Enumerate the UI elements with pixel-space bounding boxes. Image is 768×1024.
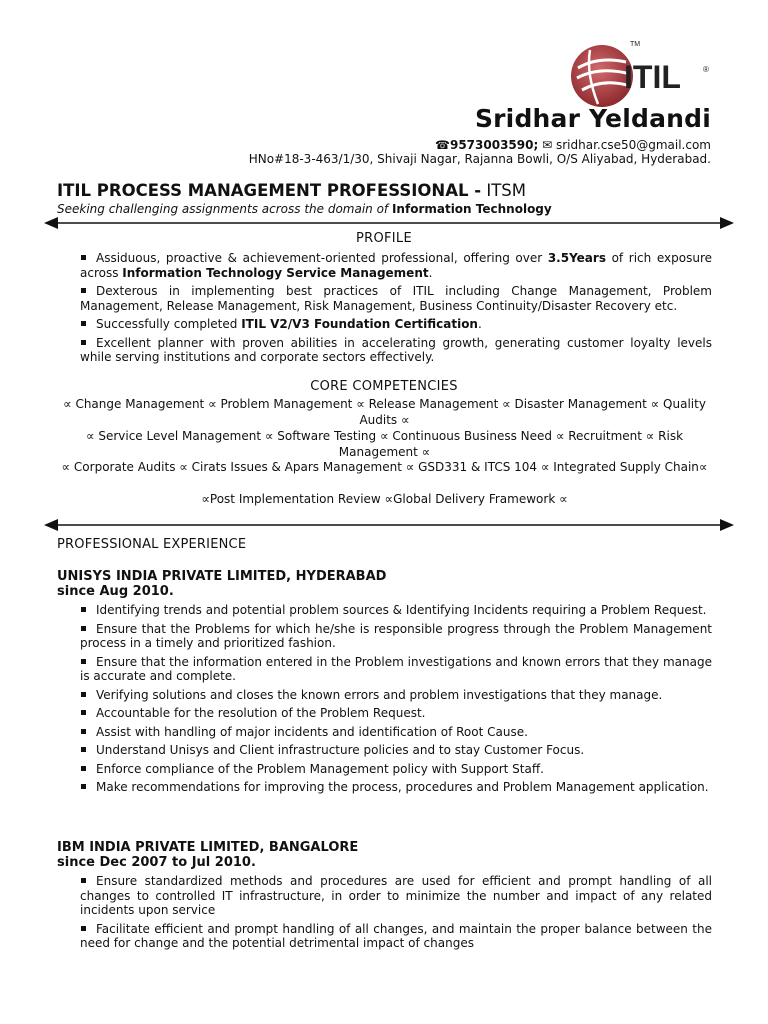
bullet-icon: [81, 607, 86, 612]
bullet-icon: [81, 659, 86, 664]
headline-normal: ITSM: [481, 181, 526, 200]
competencies-line: ∝ Corporate Audits ∝ Cirats Issues & Apars Management ∝ GSD331 & ITCS 104 ∝ Integrated Supply Chain∝: [61, 460, 708, 474]
divider-arrow: [44, 518, 734, 532]
headline: [57, 181, 526, 200]
profile-list: [80, 251, 712, 369]
competencies-heading: CORE COMPETENCIES: [310, 379, 458, 394]
bullet-icon: [81, 692, 86, 697]
competencies-line: ∝ Change Management ∝ Problem Management ∝ Release Management ∝ Disaster Management ∝ Quality Audits ∝: [63, 397, 706, 427]
address: HNo#18-3-463/1/30, Shivaji Nagar, Rajanna Bowli, O/S Aliyabad, Hyderabad.: [248, 152, 711, 166]
itil-logo-icon: [568, 38, 718, 108]
svg-text:ITIL: ITIL: [624, 59, 681, 95]
bullet-icon: [81, 747, 86, 752]
bullet-icon: [81, 288, 86, 293]
company-name: UNISYS INDIA PRIVATE LIMITED, HYDERABAD: [57, 569, 387, 584]
bullet-icon: [81, 255, 86, 260]
list-item: Identifying trends and potential problem sources & Identifying Incidents requiring a Problem Request.: [80, 603, 712, 618]
list-item: Accountable for the resolution of the Problem Request.: [80, 706, 712, 721]
list-item: Successfully completed ITIL V2/V3 Foundation Certification.: [80, 317, 712, 332]
objective: [57, 202, 552, 216]
bullet-icon: [81, 729, 86, 734]
job-period: since Aug 2010.: [57, 584, 174, 599]
objective-bold: Information Technology: [391, 202, 552, 216]
bullet-icon: [81, 321, 86, 326]
headline-bold: ITIL PROCESS MANAGEMENT PROFESSIONAL -: [57, 181, 482, 200]
candidate-name: Sridhar Yeldandi: [474, 104, 711, 133]
phone-number: 9573003590;: [449, 138, 539, 152]
list-item: Make recommendations for improving the process, procedures and Problem Management application.: [80, 780, 712, 795]
bullet-icon: [81, 784, 86, 789]
list-item: Assist with handling of major incidents and identification of Root Cause.: [80, 725, 712, 740]
list-item: Verifying solutions and closes the known errors and problem investigations that they manage.: [80, 688, 712, 703]
list-item: Assiduous, proactive & achievement-oriented professional, offering over 3.5Years of rich exposure across Information Technology Service Management.: [80, 251, 712, 280]
contact-line: [435, 137, 711, 153]
email-icon: ✉: [542, 138, 553, 152]
list-item: Enforce compliance of the Problem Management policy with Support Staff.: [80, 762, 712, 777]
job-duties: [80, 874, 712, 955]
bullet-icon: [81, 878, 86, 883]
email-link[interactable]: sridhar.cse50@gmail.com: [555, 138, 711, 152]
bullet-icon: [81, 710, 86, 715]
divider-arrow: [44, 216, 734, 230]
list-item: Ensure that the information entered in the Problem investigations and known errors that they manage is accurate and complete.: [80, 654, 712, 683]
phone-icon: ☎: [435, 138, 450, 152]
bullet-icon: [81, 766, 86, 771]
svg-text:TM: TM: [630, 41, 641, 48]
objective-text: Seeking challenging assignments across the domain of: [57, 202, 392, 216]
bullet-icon: [81, 926, 86, 931]
list-item: Excellent planner with proven abilities in accelerating growth, generating customer loyalty levels while serving institutions and corporate sectors effectively.: [80, 335, 712, 364]
list-item: Ensure standardized methods and procedures are used for efficient and prompt handling of all changes to controlled IT infrastructure, in order to minimize the number and impact of any related incidents upon service: [80, 874, 712, 917]
itil-logo: [568, 38, 718, 108]
experience-heading: PROFESSIONAL EXPERIENCE: [57, 537, 247, 552]
job-header: [57, 569, 386, 599]
job-header: [57, 840, 358, 870]
competencies-line: ∝Post Implementation Review ∝Global Delivery Framework ∝: [201, 492, 568, 506]
list-item: Dexterous in implementing best practices of ITIL including Change Management, Problem Management, Release Management, Risk Management, Business Continuity/Disaster Recovery etc.: [80, 284, 712, 313]
bullet-icon: [81, 340, 86, 345]
competencies-line: ∝ Service Level Management ∝ Software Testing ∝ Continuous Business Need ∝ Recruitment ∝ Risk Management ∝: [85, 429, 684, 459]
list-item: Facilitate efficient and prompt handling of all changes, and maintain the proper balance between the need for change and the potential detrimental impact of changes: [80, 921, 712, 950]
list-item: Understand Unisys and Client infrastructure policies and to stay Customer Focus.: [80, 743, 712, 758]
bullet-icon: [81, 626, 86, 631]
profile-heading: PROFILE: [356, 231, 412, 246]
list-item: Ensure that the Problems for which he/she is responsible progress through the Problem Management process in a timely and prioritized fashion.: [80, 621, 712, 650]
svg-text:®: ®: [703, 65, 709, 74]
job-period: since Dec 2007 to Jul 2010.: [57, 855, 256, 870]
company-name: IBM INDIA PRIVATE LIMITED, BANGALORE: [57, 840, 359, 855]
job-duties: [80, 603, 712, 799]
